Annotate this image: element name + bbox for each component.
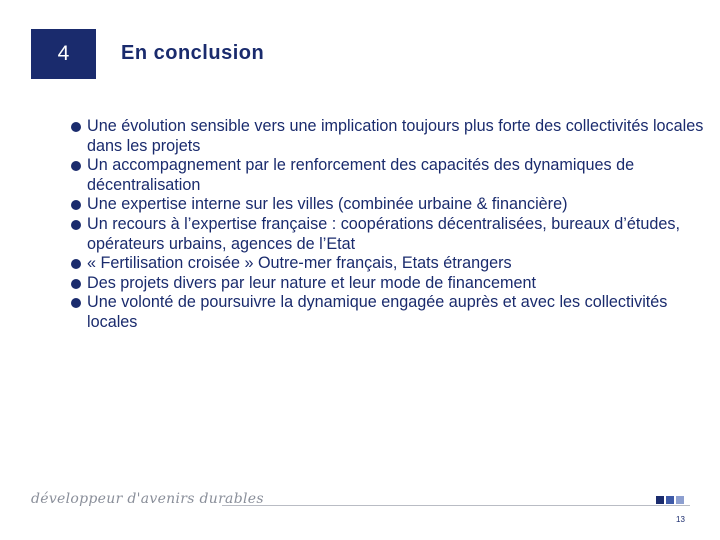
bullet-dot-icon	[71, 200, 81, 210]
bullet-dot-icon	[71, 122, 81, 132]
bullet-dot-icon	[71, 220, 81, 230]
bullet-item	[70, 195, 710, 215]
logo-square-icon	[676, 496, 684, 504]
page-number: 13	[676, 515, 685, 524]
bullet-dot-icon	[71, 259, 81, 269]
bullet-list	[70, 117, 710, 333]
bullet-item	[70, 274, 710, 294]
bullet-item	[70, 293, 710, 332]
section-number-box	[31, 29, 96, 79]
bullet-item	[70, 215, 710, 254]
bullet-text: Une volonté de poursuivre la dynamique engagée auprès et avec les collectivités locales	[87, 293, 668, 331]
bullet-dot-icon	[71, 298, 81, 308]
bullet-dot-icon	[71, 161, 81, 171]
bullet-text: Un accompagnement par le renforcement des capacités des dynamiques de décentralisation	[87, 156, 635, 194]
footer-divider	[222, 505, 690, 506]
section-number: 4	[57, 42, 70, 65]
bullet-text: « Fertilisation croisée » Outre-mer français, Etats étrangers	[87, 254, 512, 273]
logo-square-icon	[666, 496, 674, 504]
bullet-text: Une évolution sensible vers une implication toujours plus forte des collectivités locales dans les projets	[87, 117, 704, 155]
footer-tagline: développeur d'avenirs durables	[31, 491, 264, 507]
bullet-dot-icon	[71, 279, 81, 289]
slide-title: En conclusion	[121, 42, 265, 64]
bullet-item	[70, 254, 710, 274]
bullet-item	[70, 117, 710, 156]
bullet-text: Des projets divers par leur nature et leur mode de financement	[87, 273, 536, 292]
logo-square-icon	[656, 496, 664, 504]
bullet-text: Une expertise interne sur les villes (combinée urbaine & financière)	[87, 195, 568, 214]
logo-squares-icon	[656, 496, 684, 504]
bullet-text: Un recours à l’expertise française : coopérations décentralisées, bureaux d’études, opérateurs urbains, agences de l’Etat	[87, 214, 680, 253]
bullet-item	[70, 156, 710, 195]
